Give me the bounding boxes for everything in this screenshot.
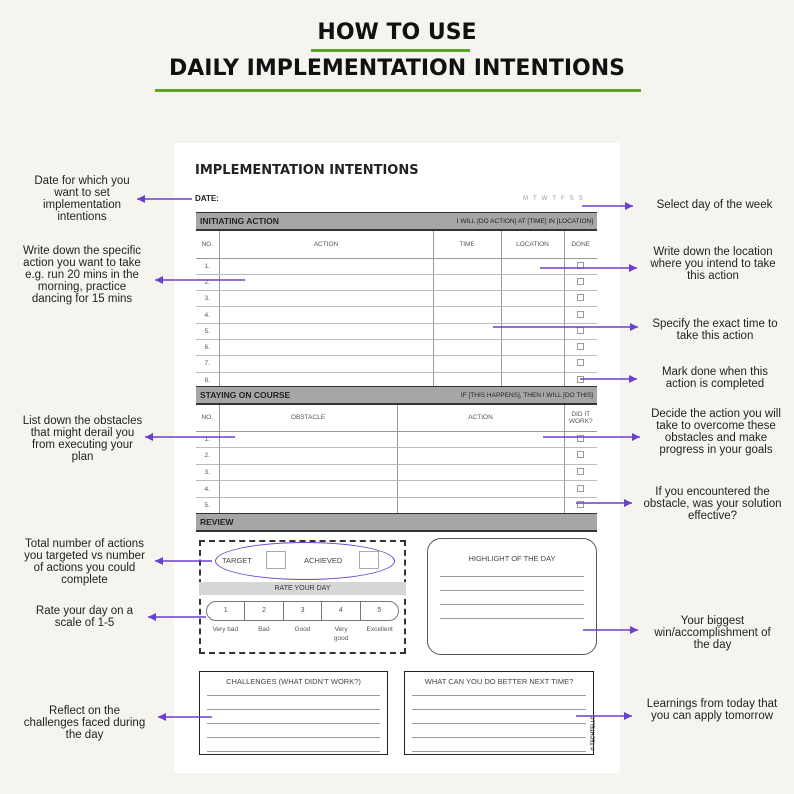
section-formula: I WILL [DO ACTION] AT [TIME] IN [LOCATION] (456, 217, 593, 225)
row-number: 5. (196, 497, 219, 514)
day-option[interactable]: M (523, 196, 528, 202)
column-header: DID IT WORK? (564, 405, 597, 431)
arrowhead-icon (155, 557, 163, 565)
highlight-title: HIGHLIGHT OF THE DAY (468, 554, 556, 563)
copyright: © TECHTELLO (590, 715, 597, 751)
day-option[interactable]: S (569, 196, 574, 202)
arrowhead-icon (629, 375, 637, 383)
rating-label: Good (294, 626, 311, 633)
annotation-rate: Rate your day on a scale of 1-5 (35, 605, 134, 629)
arrowhead-icon (630, 323, 638, 331)
row-number: 6. (196, 339, 219, 355)
arrowhead-icon (145, 433, 153, 441)
arrowhead-icon (148, 613, 156, 621)
row-number: 2. (196, 274, 219, 290)
annotation-obstacles: List down the obstacles that might derail you from executing your plan (22, 415, 143, 463)
section-formula: IF [THIS HAPPENS], THEN I WILL [DO THIS] (460, 391, 593, 399)
rating-option[interactable]: 2 (244, 602, 282, 620)
row-number: 3. (196, 464, 219, 481)
rate-title: RATE YOUR DAY (199, 582, 406, 595)
annotation-time: Specify the exact time to take this action (652, 318, 778, 342)
annotation-obstacle-action: Decide the action you will take to overcome these obstacles and make progress in your goals (651, 408, 781, 456)
annotation-action: Write down the specific action you want to take e.g. run 20 mins in the morning, practice dancing for 15 mins (22, 245, 142, 305)
arrowhead-icon (632, 433, 640, 441)
section-title: REVIEW (200, 517, 234, 527)
annotation-target: Total number of actions you targeted vs number of actions you could complete (24, 538, 145, 586)
arrowhead-icon (630, 626, 638, 634)
column-header: ACTION (397, 405, 564, 431)
row-number: 1. (196, 431, 219, 448)
column-header: OBSTACLE (219, 405, 397, 431)
row-number: 1. (196, 258, 219, 274)
annotation-highlight: Your biggest win/accomplishment of the day (654, 615, 771, 651)
column-header: LOCATION (501, 231, 564, 258)
better-title: WHAT CAN YOU DO BETTER NEXT TIME? (424, 677, 574, 686)
column-header: TIME (433, 231, 501, 258)
day-option[interactable]: F (561, 196, 565, 202)
arrowhead-icon (629, 264, 637, 272)
day-option[interactable]: S (578, 196, 583, 202)
row-number: 4. (196, 481, 219, 498)
challenges-title: CHALLENGES (WHAT DIDN'T WORK?) (226, 677, 361, 686)
row-number: 7. (196, 356, 219, 372)
annotation-challenges: Reflect on the challenges faced during the day (23, 705, 146, 741)
day-option[interactable]: W (541, 196, 548, 202)
row-number: 3. (196, 291, 219, 307)
arrowhead-icon (624, 712, 632, 720)
section-title: INITIATING ACTION (200, 216, 279, 226)
arrowhead-icon (624, 499, 632, 507)
row-number: 4. (196, 307, 219, 323)
annotation-done: Mark done when this action is completed (661, 366, 769, 390)
annotation-did-it-work: If you encountered the obstacle, was your solution effective? (643, 486, 782, 522)
achieved-label: ACHIEVED (304, 556, 343, 565)
rating-option[interactable]: 5 (360, 602, 398, 620)
row-number: 8. (196, 372, 219, 388)
annotation-better: Learnings from today that you can apply tomorrow (646, 698, 778, 722)
annotation-day: Select day of the week (656, 199, 773, 211)
target-label: TARGET (222, 556, 252, 565)
rating-option[interactable]: 1 (223, 607, 228, 614)
rating-label: Excellent (366, 626, 393, 633)
date-label: DATE: (195, 194, 219, 203)
rating-label: Very bad (212, 626, 239, 633)
rating-label: Bad (258, 626, 270, 633)
heading-line2: DAILY IMPLEMENTATION INTENTIONS (168, 56, 626, 81)
row-number: 2. (196, 448, 219, 465)
annotation-location: Write down the location where you intend to take this action (650, 246, 776, 282)
arrowhead-icon (155, 276, 163, 284)
column-header: NO. (196, 405, 219, 431)
rating-option[interactable]: 3 (283, 602, 321, 620)
day-option[interactable]: T (533, 196, 537, 202)
rating-label: Very good (333, 626, 349, 642)
rating-option[interactable]: 4 (321, 602, 359, 620)
row-number: 5. (196, 323, 219, 339)
heading-line1: HOW TO USE (317, 20, 477, 45)
annotation-date: Date for which you want to set implementation intentions (34, 175, 130, 223)
section-title: STAYING ON COURSE (200, 390, 291, 400)
day-option[interactable]: T (552, 196, 557, 202)
arrowhead-icon (158, 713, 166, 721)
worksheet-title: IMPLEMENTATION INTENTIONS (195, 163, 419, 178)
column-header: ACTION (219, 231, 433, 258)
arrowhead-icon (625, 202, 633, 210)
column-header: NO. (196, 231, 219, 258)
column-header: DONE (564, 231, 597, 258)
